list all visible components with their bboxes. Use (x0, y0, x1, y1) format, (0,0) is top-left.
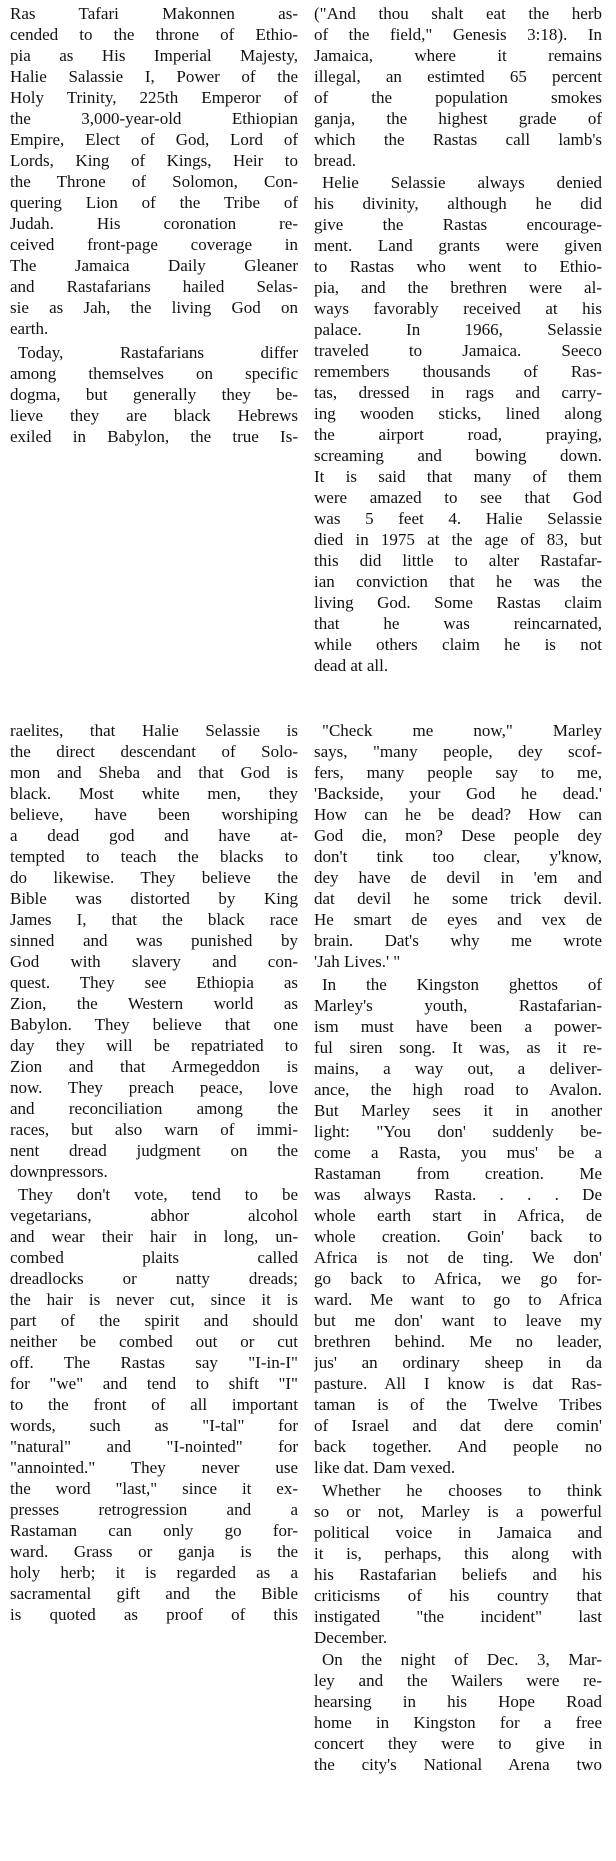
text-line: believe, have been worshiping (10, 805, 298, 824)
text-line: day they will be repatriated to (10, 1036, 298, 1055)
text-line: whole creation. Goin' back to (314, 1227, 602, 1246)
text-line: was 5 feet 4. Halie Selassie (314, 509, 602, 528)
text-line: now. They preach peace, love (10, 1078, 298, 1097)
text-line: do likewise. They believe the (10, 868, 298, 887)
text-line: Bible was distorted by King (10, 889, 298, 908)
text-line: words, such as "I-tal" for (10, 1416, 298, 1435)
text-line: Today, Rastafarians differ (18, 343, 298, 362)
text-line: the 3,000-year-old Ethiopian (10, 109, 298, 128)
text-line: died in 1975 at the age of 83, but (314, 530, 602, 549)
text-line: quering Lion of the Tribe of (10, 193, 298, 212)
text-line: Lords, King of Kings, Heir to (10, 151, 298, 170)
text-line: In the Kingston ghettos of (322, 975, 602, 994)
text-line: his Rastafarian beliefs and his (314, 1565, 602, 1584)
article-column-right (314, 0, 602, 1861)
text-line: hearsing in his Hope Road (314, 1692, 602, 1711)
text-line: Holy Trinity, 225th Emperor of (10, 88, 298, 107)
text-line: and Rastafarians hailed Selas- (10, 277, 298, 296)
text-line: Empire, Elect of God, Lord of (10, 130, 298, 149)
text-line: the direct descendant of Solo- (10, 742, 298, 761)
text-line: ing wooden sticks, lined along (314, 404, 602, 423)
text-line: go back to Africa, we go for- (314, 1269, 602, 1288)
text-line: On the night of Dec. 3, Mar- (322, 1650, 602, 1669)
text-line: remembers thousands of Ras- (314, 362, 602, 381)
text-line: The Jamaica Daily Gleaner (10, 256, 298, 275)
text-line: is quoted as proof of this (10, 1605, 298, 1624)
text-line: Rastaman from creation. Me (314, 1164, 602, 1183)
text-line: presses retrogression and a (10, 1500, 298, 1519)
text-line: December. (314, 1628, 388, 1647)
text-line: that he was reincarnated, (314, 614, 602, 633)
text-line: "natural" and "I-nointed" for (10, 1437, 298, 1456)
text-line: dreadlocks or natty dreads; (10, 1269, 298, 1288)
text-line: Africa is not de ting. We don' (314, 1248, 602, 1267)
paragraph-rastafarian-beliefs (10, 342, 298, 447)
text-line: black. Most white men, they (10, 784, 298, 803)
text-line: off. The Rastas say "I-in-I" (10, 1353, 298, 1372)
text-line: brain. Dat's why me wrote (314, 931, 602, 950)
text-line: He smart de eyes and vex de (314, 910, 602, 929)
text-line: Helie Selassie always denied (322, 173, 602, 192)
text-line: pia as His Imperial Majesty, (10, 46, 298, 65)
text-line: ley and the Wailers were re- (314, 1671, 602, 1690)
paragraph-kingston-ghettos (314, 974, 602, 1478)
text-line: Halie Salassie I, Power of the (10, 67, 298, 86)
text-line: part of the spirit and should (10, 1311, 298, 1330)
text-line: living God. Some Rastas claim (314, 593, 602, 612)
text-line: don't tink too clear, y'know, (314, 847, 602, 866)
text-line: mains, a way out, a deliver- (314, 1059, 602, 1078)
paragraph-night-of-dec-3 (314, 1649, 602, 1775)
text-line: "Check me now," Marley (322, 721, 602, 740)
text-line: this did little to alter Rastafar- (314, 551, 602, 570)
text-line: ward. Grass or ganja is the (10, 1542, 298, 1561)
text-line: ward. Me want to go to Africa (314, 1290, 602, 1309)
text-line: James I, that the black race (10, 910, 298, 929)
text-line: ism must have been a power- (314, 1017, 602, 1036)
text-line: it is, perhaps, this along with (314, 1544, 602, 1563)
text-line: while others claim he is not (314, 635, 602, 654)
text-line: brethren behind. Me no leader, (314, 1332, 602, 1351)
text-line: give the Rastas encourage- (314, 215, 602, 234)
text-line: Zion and that Armegeddon is (10, 1057, 298, 1076)
text-line: and reconciliation among the (10, 1099, 298, 1118)
text-line: fers, many people say to me, (314, 763, 602, 782)
text-line: back together. And people no (314, 1437, 602, 1456)
text-line: the word "last," since it ex- (10, 1479, 298, 1498)
text-line: his divinity, although he did (314, 194, 602, 213)
text-line: quest. They see Ethiopia as (10, 973, 298, 992)
text-line: Babylon. They believe that one (10, 1015, 298, 1034)
text-line: ance, the high road to Avalon. (314, 1080, 602, 1099)
text-line: to Rastas who went to Ethio- (314, 257, 602, 276)
text-line: sacramental gift and the Bible (10, 1584, 298, 1603)
text-line: ment. Land grants were given (314, 236, 602, 255)
text-line: come a Rasta, you mus' be a (314, 1143, 602, 1162)
paragraph-selassie-divinity (314, 172, 602, 676)
text-line: taman is of the Twelve Tribes (314, 1395, 602, 1414)
paragraph-marley-quote-jah-lives (314, 720, 602, 972)
text-line: combed plaits called (10, 1248, 298, 1267)
text-line: races, but also warn of immi- (10, 1120, 298, 1139)
text-line: screaming and bowing down. (314, 446, 602, 465)
text-line: criticisms of his country that (314, 1586, 602, 1605)
text-line: tempted to teach the blacks to (10, 847, 298, 866)
paragraph-rastafarian-beliefs-continued (10, 720, 298, 1182)
text-line: They don't vote, tend to be (18, 1185, 298, 1204)
text-line: 'Backside, your God he dead.' (314, 784, 602, 803)
text-line: was always Rasta. . . . De (314, 1185, 602, 1204)
text-line: raelites, that Halie Selassie is (10, 721, 298, 740)
text-line: so or not, Marley is a powerful (314, 1502, 602, 1521)
text-line: home in Kingston for a free (314, 1713, 602, 1732)
text-line: traveled to Jamaica. Seeco (314, 341, 602, 360)
text-line: which the Rastas call lamb's (314, 130, 602, 149)
text-line: It is said that many of them (314, 467, 602, 486)
text-line: downpressors. (10, 1162, 108, 1181)
text-line: Ras Tafari Makonnen as- (10, 4, 298, 23)
text-line: "annointed." They never use (10, 1458, 298, 1477)
text-line: concert they were to give in (314, 1734, 602, 1753)
text-line: Whether he chooses to think (322, 1481, 602, 1500)
text-line: the Throne of Solomon, Con- (10, 172, 298, 191)
text-line: sinned and was punished by (10, 931, 298, 950)
text-line: ian conviction that he was the (314, 572, 602, 591)
text-line: illegal, an estimted 65 percent (314, 67, 602, 86)
text-line: But Marley sees it in another (314, 1101, 602, 1120)
paragraph-political-voice (314, 1480, 602, 1648)
text-line: political voice in Jamaica and (314, 1523, 602, 1542)
text-line: dey have de devil in 'em and (314, 868, 602, 887)
text-line: nent dread judgment on the (10, 1141, 298, 1160)
paragraph-coronation (10, 3, 298, 339)
text-line: ways favorably received at his (314, 299, 602, 318)
text-line: exiled in Babylon, the true Is- (10, 427, 298, 446)
text-line: God with slavery and con- (10, 952, 298, 971)
text-line: like dat. Dam vexed. (314, 1458, 456, 1477)
text-line: instigated "the incident" last (314, 1607, 602, 1626)
text-line: bread. (314, 151, 357, 170)
text-line: God die, mon? Dese people dey (314, 826, 602, 845)
text-line: of the field," Genesis 3:18). In (314, 25, 602, 44)
text-line: the hair is never cut, since it is (10, 1290, 298, 1309)
text-line: were amazed to see that God (314, 488, 602, 507)
text-line: ("And thou shalt eat the herb (314, 4, 602, 23)
text-line: but me don' want to leave my (314, 1311, 602, 1330)
text-line: among themselves on specific (10, 364, 298, 383)
text-line: dead at all. (314, 656, 389, 675)
text-line: How can he be dead? How can (314, 805, 602, 824)
text-line: neither be combed out or cut (10, 1332, 298, 1351)
text-line: pasture. All I know is dat Ras- (314, 1374, 602, 1393)
text-line: 'Jah Lives.' " (314, 952, 401, 971)
text-line: tas, dressed in rags and carry- (314, 383, 602, 402)
paragraph-rasta-customs (10, 1184, 298, 1625)
text-line: jus' an ordinary sheep in da (314, 1353, 602, 1372)
text-line: Rastaman can only go for- (10, 1521, 298, 1540)
text-line: ganja, the highest grade of (314, 109, 602, 128)
paragraph-ganja (314, 3, 602, 171)
text-line: dogma, but generally they be- (10, 385, 298, 404)
text-line: light: "You don' suddenly be- (314, 1122, 602, 1141)
text-line: dat devil he some trick devil. (314, 889, 602, 908)
text-line: of Israel and dat dere comin' (314, 1416, 602, 1435)
text-line: lieve they are black Hebrews (10, 406, 298, 425)
text-line: Judah. His coronation re- (10, 214, 298, 233)
text-line: and wear their hair in long, un- (10, 1227, 298, 1246)
text-line: cended to the throne of Ethio- (10, 25, 298, 44)
text-line: Zion, the Western world as (10, 994, 298, 1013)
text-line: for "we" and tend to shift "I" (10, 1374, 298, 1393)
text-line: Marley's youth, Rastafarian- (314, 996, 602, 1015)
text-line: whole earth start in Africa, de (314, 1206, 602, 1225)
text-line: holy herb; it is regarded as a (10, 1563, 298, 1582)
text-line: ful siren song. It was, as it re- (314, 1038, 602, 1057)
text-line: ceived front-page coverage in (10, 235, 298, 254)
text-line: earth. (10, 319, 49, 338)
text-line: Jamaica, where it remains (314, 46, 602, 65)
text-line: vegetarians, abhor alcohol (10, 1206, 298, 1225)
text-line: palace. In 1966, Selassie (314, 320, 602, 339)
text-line: says, "many people, dey scof- (314, 742, 602, 761)
text-line: the airport road, praying, (314, 425, 602, 444)
text-line: to the front of all important (10, 1395, 298, 1414)
article-column-left (10, 0, 298, 1861)
text-line: sie as Jah, the living God on (10, 298, 298, 317)
text-line: of the population smokes (314, 88, 602, 107)
text-line: a dead god and have at- (10, 826, 298, 845)
text-line: mon and Sheba and that God is (10, 763, 298, 782)
text-line: pia, and the brethren were al- (314, 278, 602, 297)
text-line: the city's National Arena two (314, 1755, 602, 1774)
